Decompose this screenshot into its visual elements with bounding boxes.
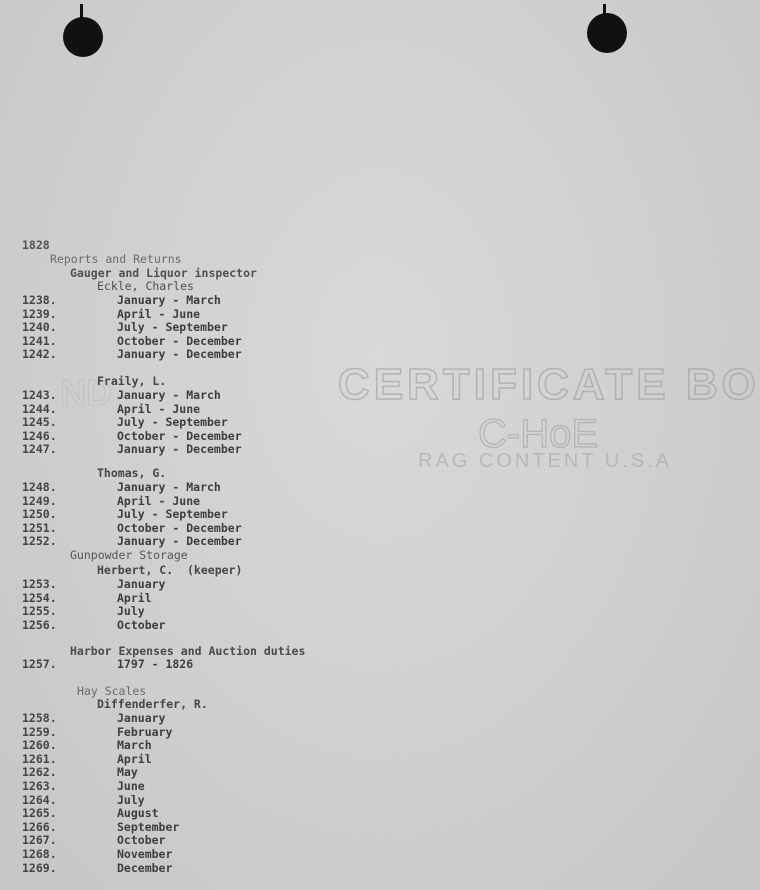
row-number: 1268. bbox=[22, 847, 57, 861]
row-number: 1255. bbox=[22, 604, 57, 618]
row-text: July bbox=[117, 792, 145, 807]
row-text: October - December bbox=[117, 333, 242, 348]
subsection-gauger: Gauger and Liquor inspector bbox=[70, 266, 257, 280]
row-number: 1256. bbox=[22, 617, 57, 632]
row-number: 1260. bbox=[22, 738, 57, 753]
row-text: December bbox=[117, 860, 173, 875]
row-number: 1253. bbox=[22, 577, 57, 591]
person-thomas: Thomas, G. bbox=[97, 466, 167, 480]
row-text: January bbox=[117, 711, 166, 725]
watermark-certificate: CERTIFICATE BO bbox=[338, 360, 760, 409]
row-text: January - March bbox=[117, 293, 221, 307]
row-number: 1242. bbox=[22, 347, 57, 361]
row-text: January bbox=[117, 577, 166, 591]
row-text: October - December bbox=[117, 520, 242, 535]
row-number: 1245. bbox=[22, 415, 57, 429]
person-diffenderfer: Diffenderfer, R. bbox=[97, 697, 208, 711]
row-text: April - June bbox=[117, 306, 201, 321]
row-number: 1244. bbox=[22, 401, 57, 416]
row-text: November bbox=[117, 847, 173, 861]
row-text: July - September bbox=[117, 415, 228, 429]
row-number: 1266. bbox=[22, 819, 57, 834]
row-number: 1238. bbox=[22, 293, 57, 307]
row-number: 1249. bbox=[22, 493, 57, 508]
row-text: May bbox=[117, 765, 138, 780]
row-text: September bbox=[117, 819, 180, 834]
row-text: July bbox=[117, 604, 145, 618]
row-text: 1797 - 1826 bbox=[117, 657, 194, 671]
row-number: 1251. bbox=[22, 520, 57, 535]
punch-hole-left bbox=[63, 17, 103, 57]
row-number: 1246. bbox=[22, 428, 57, 443]
row-number: 1250. bbox=[22, 507, 57, 521]
row-text: October bbox=[117, 833, 166, 848]
watermark-brand: C-HoE bbox=[478, 412, 599, 456]
row-text: October - December bbox=[117, 428, 242, 443]
row-text: January - March bbox=[117, 388, 221, 402]
person-herbert: Herbert, C. (keeper) bbox=[97, 563, 243, 577]
row-text: January - March bbox=[117, 480, 221, 494]
row-text: August bbox=[117, 806, 159, 821]
row-number: 1241. bbox=[22, 333, 57, 348]
subsection-harbor: Harbor Expenses and Auction duties bbox=[70, 644, 306, 658]
row-text: June bbox=[117, 779, 145, 793]
row-number: 1239. bbox=[22, 306, 57, 321]
row-text: April bbox=[117, 590, 152, 605]
person-eckle: Eckle, Charles bbox=[97, 279, 194, 293]
row-number: 1254. bbox=[22, 590, 57, 605]
row-number: 1263. bbox=[22, 779, 57, 793]
subsection-gunpowder: Gunpowder Storage bbox=[70, 548, 188, 562]
row-text: July - September bbox=[117, 320, 228, 334]
watermark-left: ND bbox=[60, 372, 112, 413]
row-number: 1252. bbox=[22, 534, 57, 548]
row-number: 1269. bbox=[22, 860, 57, 875]
watermark-rag-content: RAG CONTENT U.S.A bbox=[418, 450, 672, 472]
row-text: January - December bbox=[117, 442, 242, 456]
section-heading: Reports and Returns bbox=[50, 252, 182, 266]
row-text: January - December bbox=[117, 534, 242, 548]
row-text: April bbox=[117, 751, 152, 766]
row-number: 1258. bbox=[22, 711, 57, 725]
row-number: 1261. bbox=[22, 751, 57, 766]
row-text: April - June bbox=[117, 401, 201, 416]
row-number: 1267. bbox=[22, 833, 57, 848]
row-number: 1248. bbox=[22, 480, 57, 494]
row-number: 1259. bbox=[22, 724, 57, 739]
row-number: 1240. bbox=[22, 320, 57, 334]
person-fraily: Fraily, L. bbox=[97, 374, 167, 388]
document-year: 1828 bbox=[22, 238, 50, 252]
subsection-hay-scales: Hay Scales bbox=[77, 684, 147, 698]
row-text: July - September bbox=[117, 507, 228, 521]
row-text: February bbox=[117, 724, 173, 739]
row-number: 1265. bbox=[22, 806, 57, 821]
row-text: October bbox=[117, 617, 166, 632]
row-text: January - December bbox=[117, 347, 242, 361]
row-number: 1264. bbox=[22, 792, 57, 807]
row-number: 1243. bbox=[22, 388, 57, 402]
row-number: 1257. bbox=[22, 657, 57, 671]
row-text: March bbox=[117, 738, 152, 753]
punch-hole-right bbox=[587, 13, 627, 53]
row-text: April - June bbox=[117, 493, 201, 508]
row-number: 1262. bbox=[22, 765, 57, 780]
row-number: 1247. bbox=[22, 442, 57, 456]
